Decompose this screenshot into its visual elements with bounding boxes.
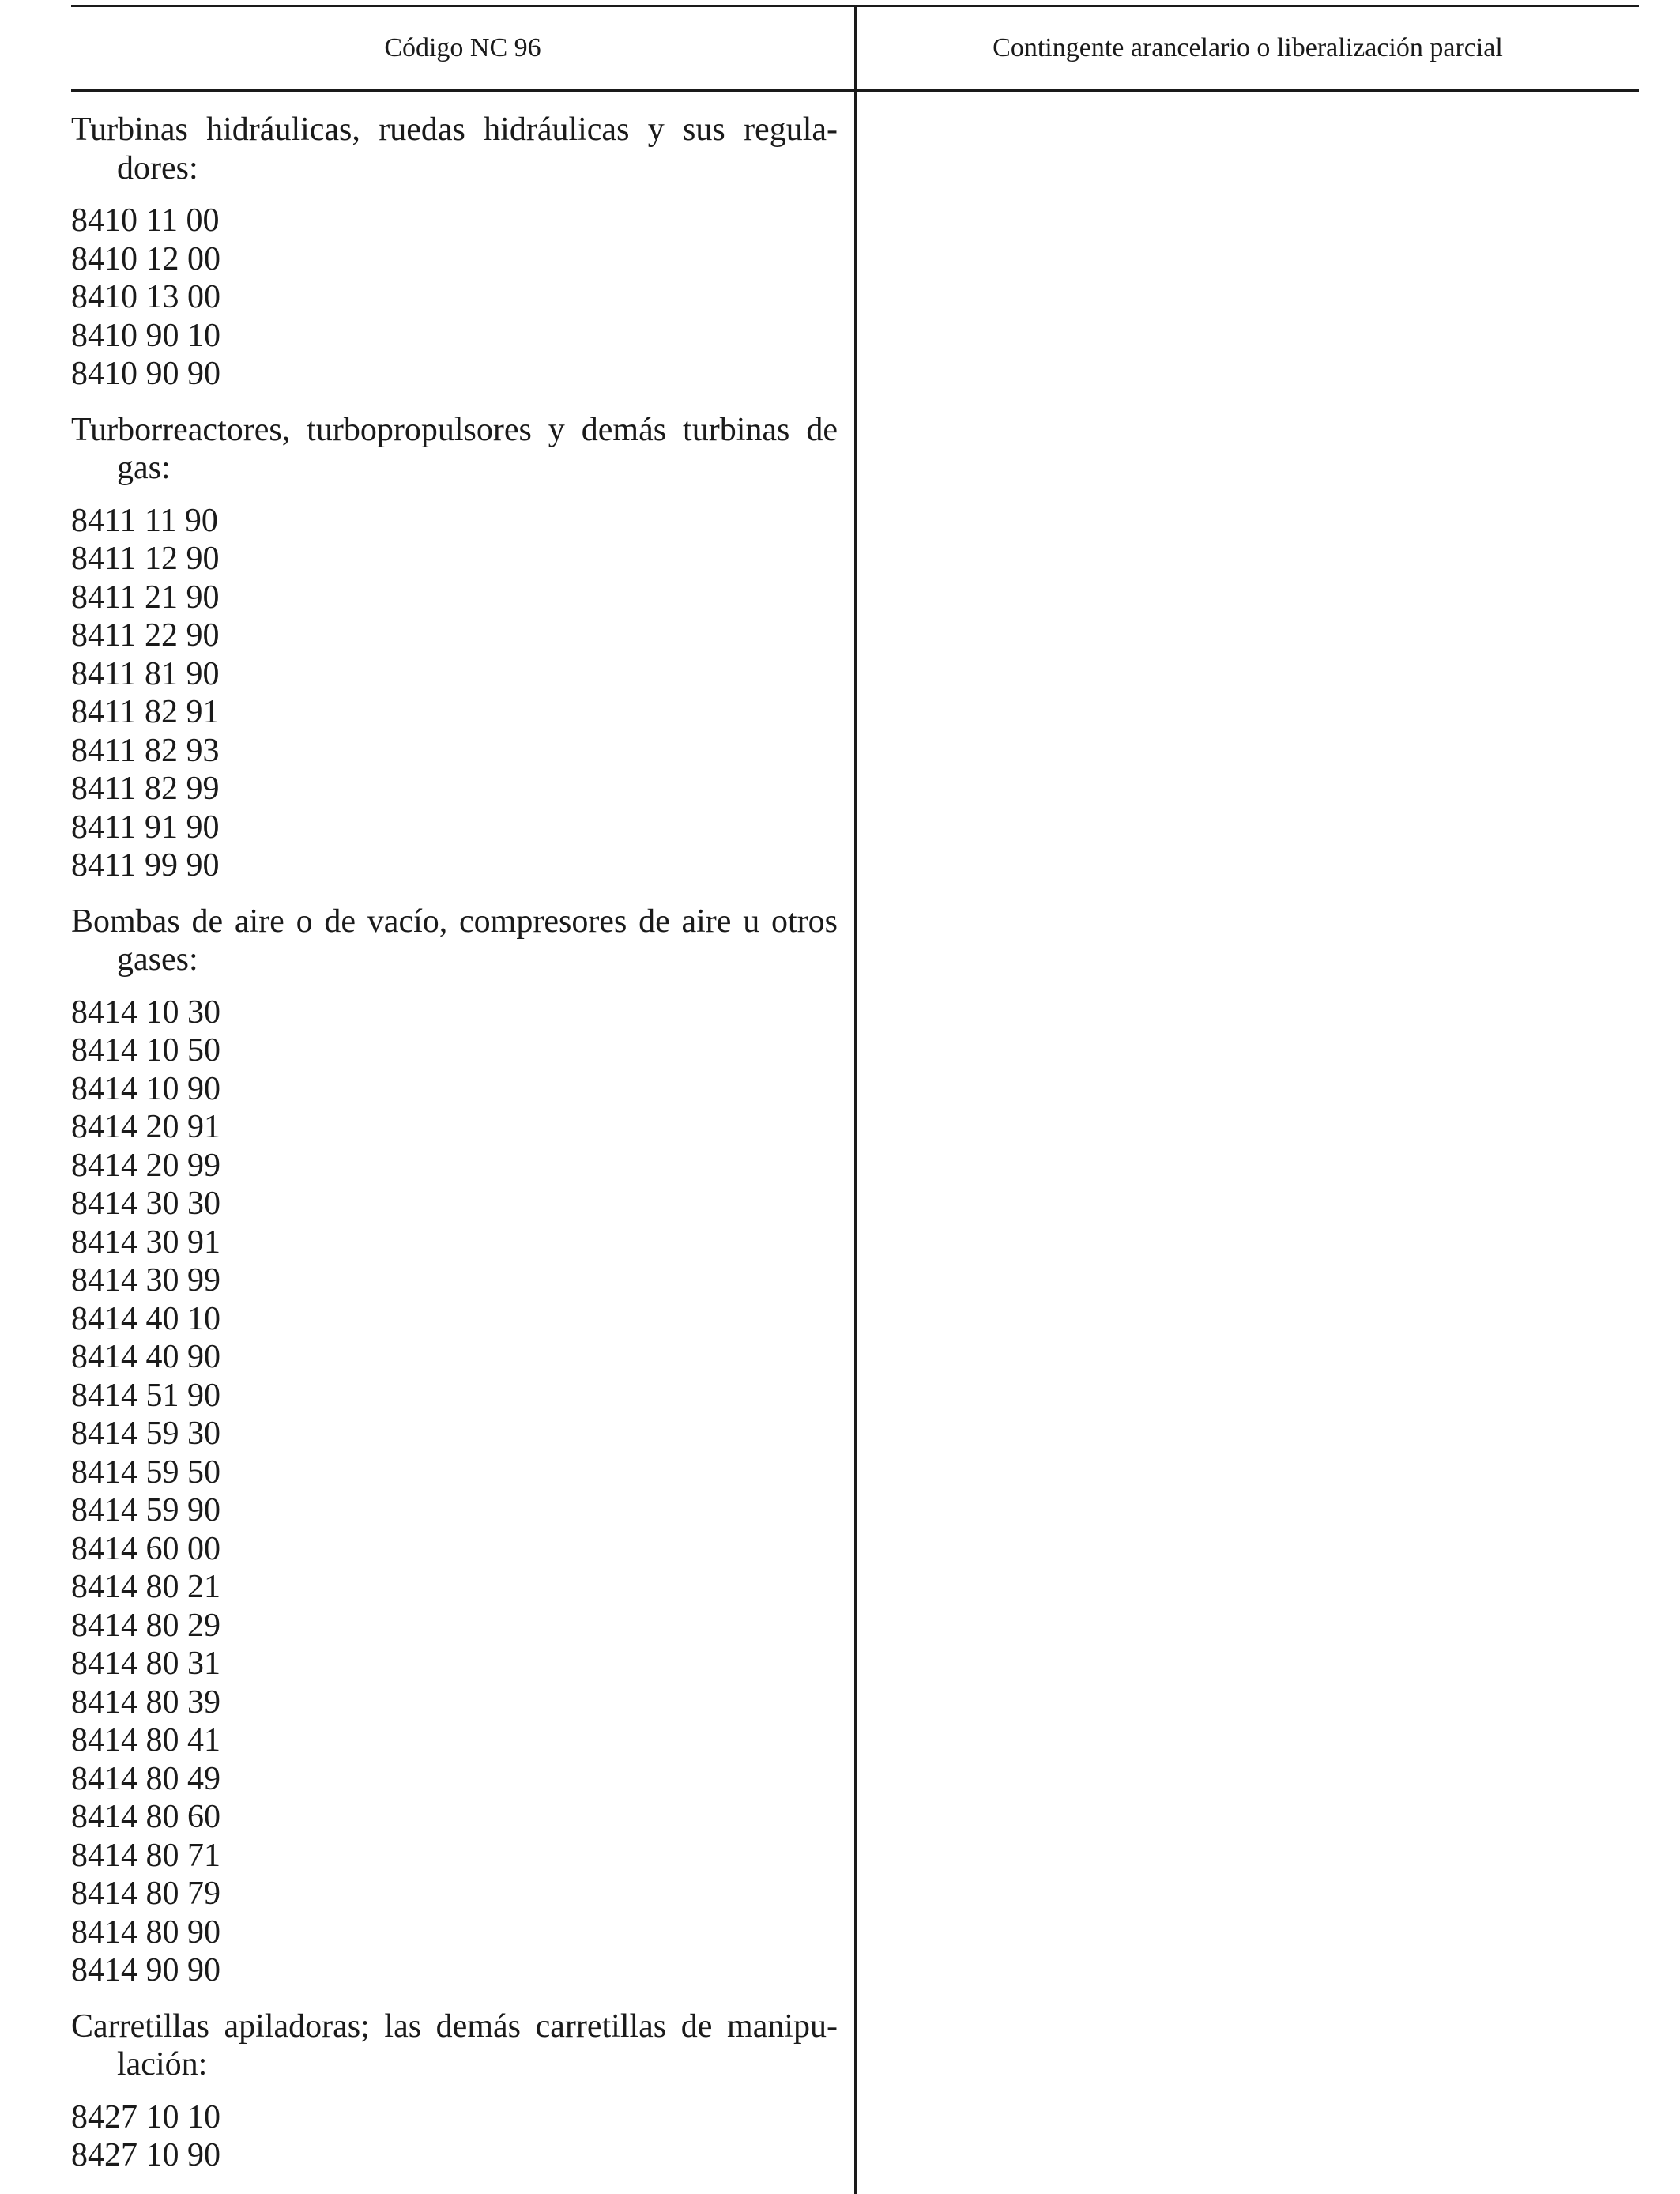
code-item: 8414 90 90 (71, 1952, 220, 1989)
code-item: 8411 82 93 (71, 732, 220, 769)
code-item: 8411 11 90 (71, 502, 218, 539)
header-quota: Contingente arancelario o liberalización parcial (993, 33, 1503, 62)
code-item: 8414 30 99 (71, 1262, 220, 1299)
code-item: 8414 59 30 (71, 1416, 220, 1452)
group-title: Bombas de aire o de vacío, compresores de aire u otros gases: (71, 903, 838, 978)
code-item: 8414 80 79 (71, 1875, 220, 1912)
code-item: 8414 40 10 (71, 1300, 220, 1337)
code-item: 8414 20 99 (71, 1147, 220, 1184)
code-item: 8414 80 90 (71, 1913, 220, 1951)
code-item: 8414 40 90 (71, 1339, 220, 1375)
code-item: 8411 22 90 (71, 617, 220, 654)
code-item: 8414 10 90 (71, 1070, 220, 1107)
code-item: 8414 60 00 (71, 1530, 220, 1567)
code-item: 8414 51 90 (71, 1377, 220, 1414)
code-item: 8414 10 30 (71, 993, 220, 1031)
code-item: 8427 10 90 (71, 2137, 220, 2173)
code-item: 8411 12 90 (71, 541, 220, 577)
code-item: 8414 30 30 (71, 1186, 220, 1222)
group-hydraulic-turbines (71, 111, 838, 394)
code-item: 8410 12 00 (71, 240, 220, 277)
group-forklifts (71, 2007, 838, 2175)
code-item: 8414 80 41 (71, 1722, 220, 1759)
code-item: 8411 99 90 (71, 847, 220, 884)
group-title: Turbinas hidráulicas, ruedas hidráulicas y sus regula-dores: (71, 111, 838, 187)
group-air-pumps (71, 903, 838, 1990)
code-item: 8414 59 50 (71, 1453, 220, 1491)
code-item: 8414 80 60 (71, 1799, 220, 1835)
group-turbojets (71, 411, 838, 885)
code-item: 8427 10 10 (71, 2098, 220, 2136)
code-item: 8414 30 91 (71, 1223, 220, 1261)
code-item: 8410 11 00 (71, 202, 220, 239)
code-item: 8414 59 90 (71, 1492, 220, 1529)
code-item: 8414 80 21 (71, 1569, 220, 1605)
code-item: 8411 21 90 (71, 579, 220, 616)
code-item: 8410 13 00 (71, 279, 220, 315)
code-item: 8414 80 31 (71, 1646, 220, 1682)
group-title: Carretillas apiladoras; las demás carretillas de manipu-lación: (71, 2007, 838, 2083)
code-item: 8411 82 91 (71, 694, 220, 730)
code-item: 8411 81 90 (71, 655, 220, 692)
tariff-table (71, 0, 1639, 2194)
column-divider (854, 5, 857, 2194)
code-item: 8414 10 50 (71, 1032, 220, 1069)
code-item: 8414 80 29 (71, 1607, 220, 1644)
code-item: 8410 90 10 (71, 317, 220, 354)
code-item: 8411 82 99 (71, 771, 220, 807)
code-item: 8414 20 91 (71, 1109, 220, 1145)
code-item: 8414 80 39 (71, 1683, 220, 1721)
code-column (71, 111, 838, 2192)
group-title: Turborreactores, turbopropulsores y demás turbinas de gas: (71, 411, 838, 486)
code-item: 8411 91 90 (71, 809, 220, 846)
code-item: 8410 90 90 (71, 356, 220, 392)
code-item: 8414 80 49 (71, 1760, 220, 1797)
code-item: 8414 80 71 (71, 1837, 220, 1874)
header-code: Código NC 96 (384, 33, 541, 62)
